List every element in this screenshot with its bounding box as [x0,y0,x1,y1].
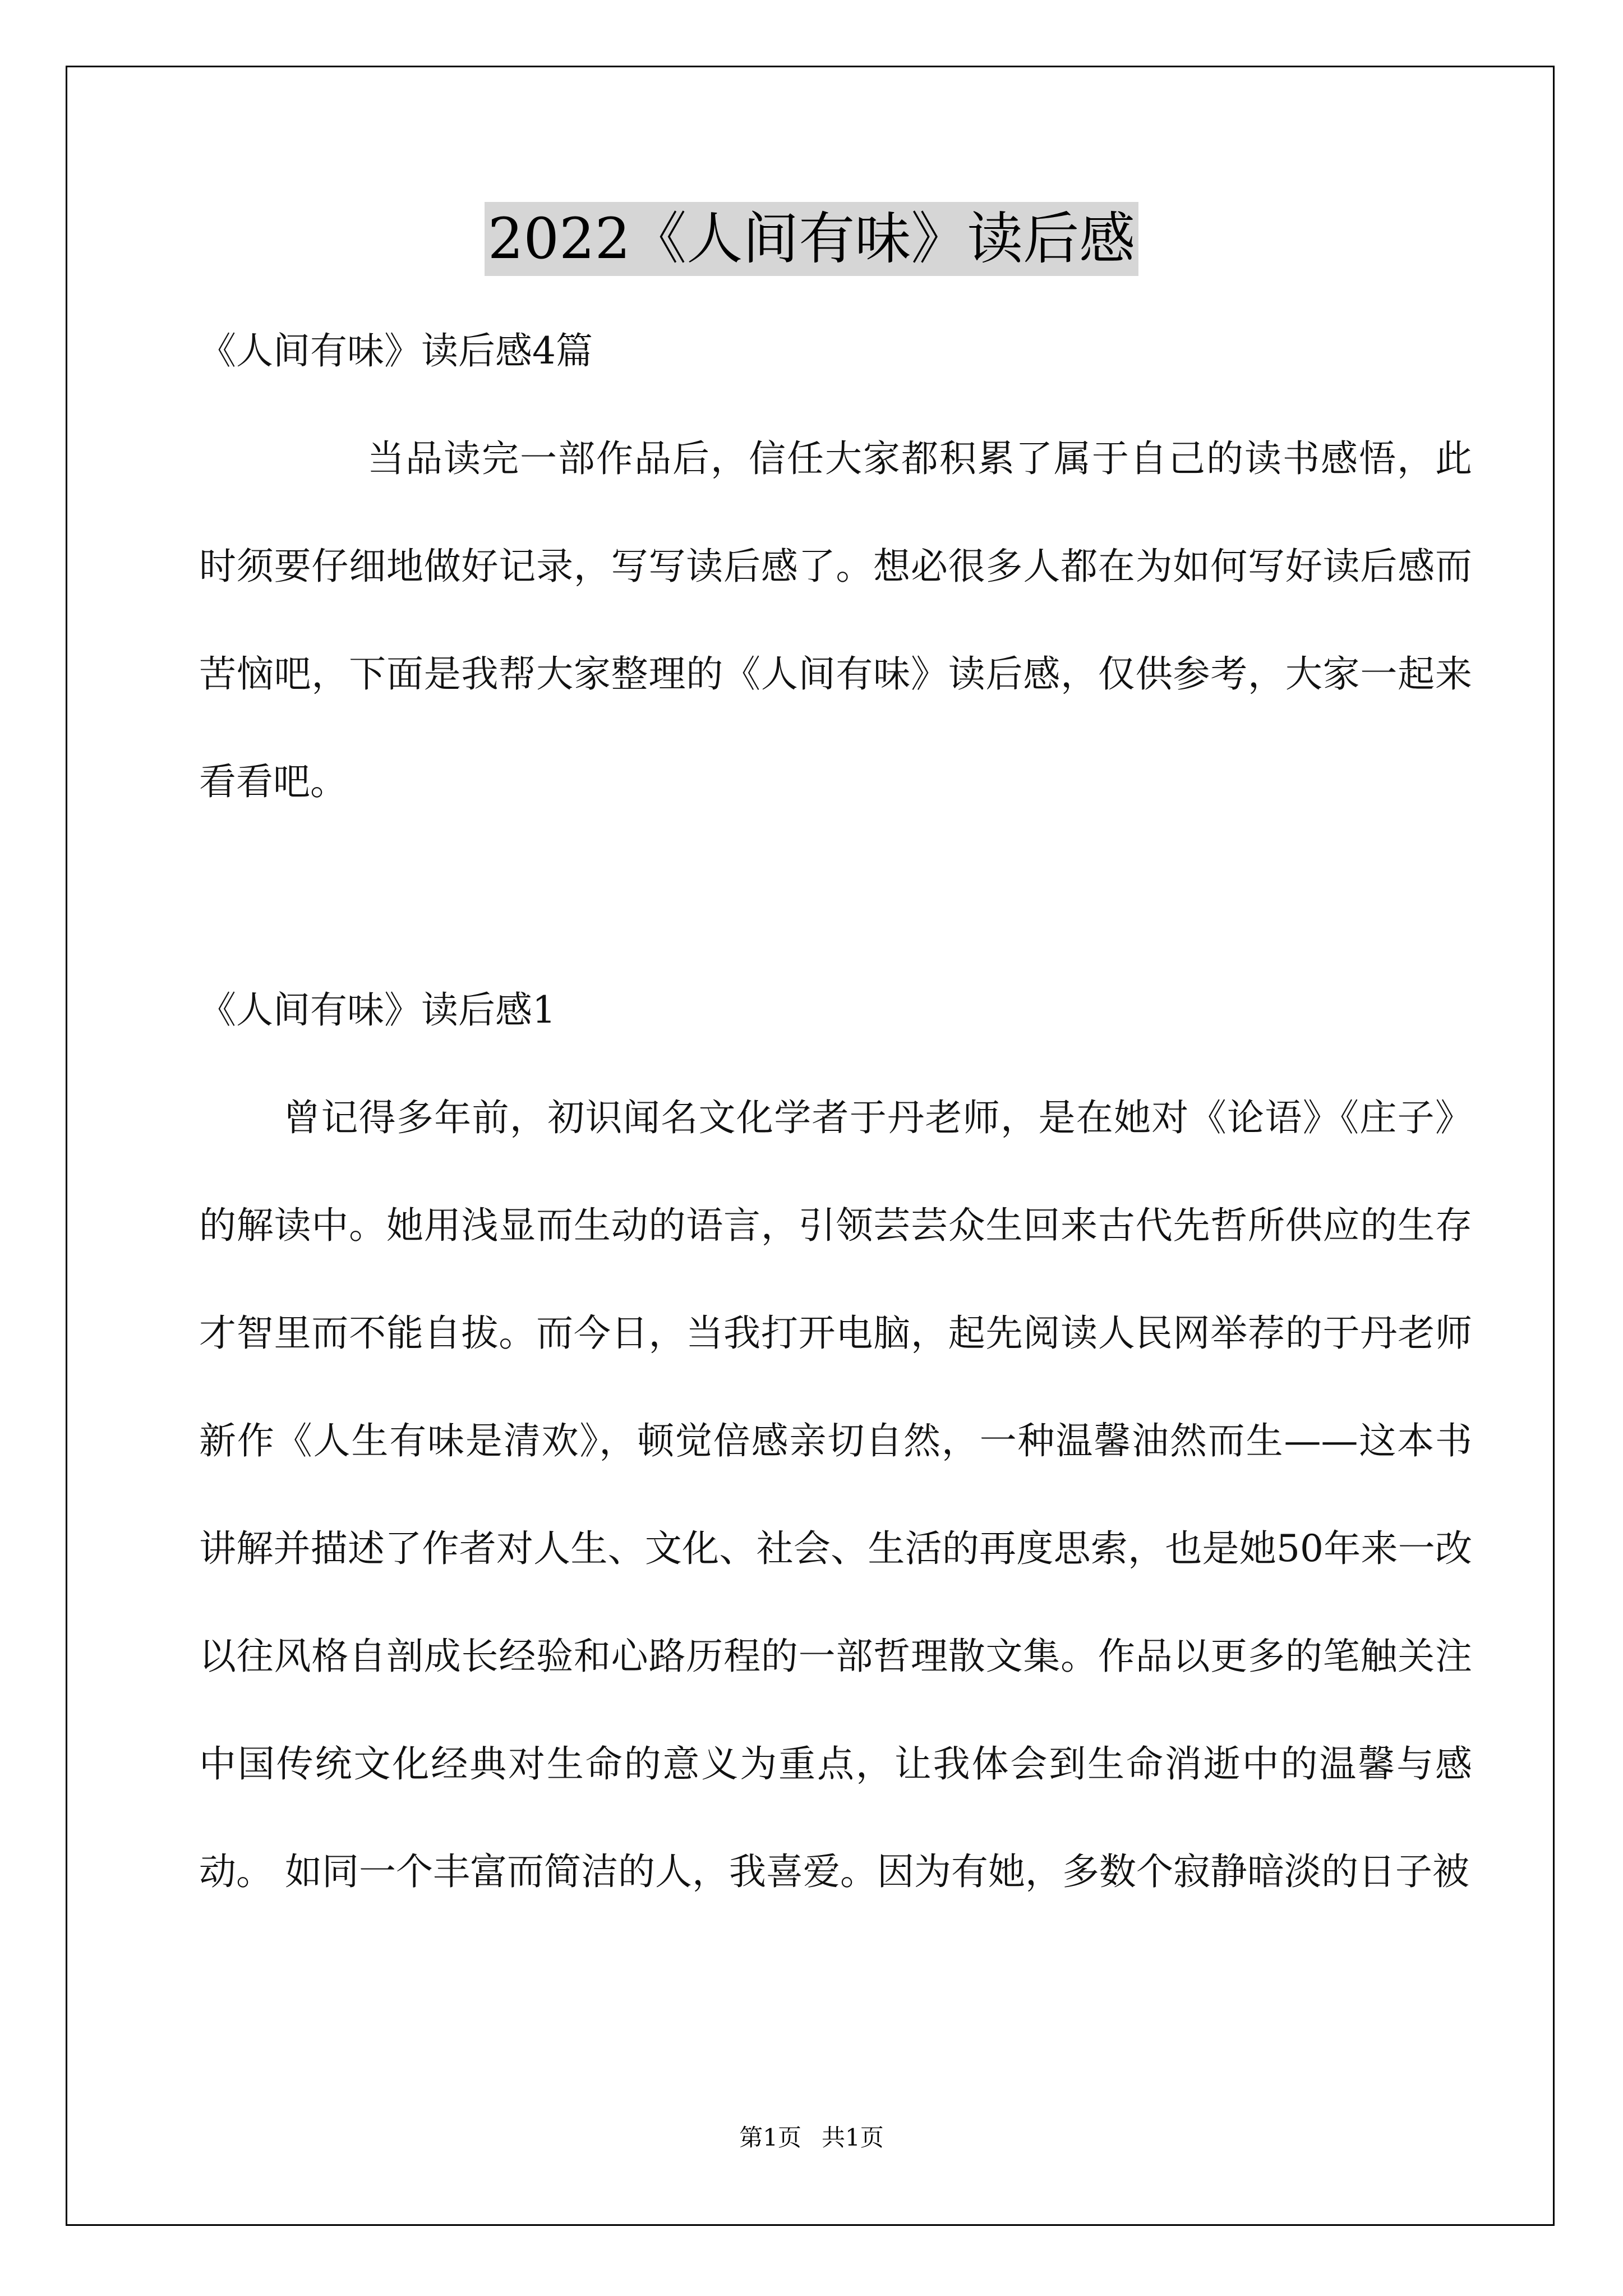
section-heading: 《人间有味》读后感1 [199,988,556,1032]
document-title: 2022《人间有味》读后感 [485,202,1139,276]
title-container [0,202,1623,276]
intro-paragraph: 当品读完一部作品后，信任大家都积累了属于自己的读书感悟，此时须要仔细地做好记录，写写读后感了。想必很多人都在为如何写好读后感而苦恼吧，下面是我帮大家整理的《人间有味》读后感，仅供参考，大家一起来看看吧。 [199,437,1472,803]
body-paragraph: 曾记得多年前，初识闻名文化学者于丹老师，是在她对《论语》《庄子》的解读中。她用浅显而生动的语言，引领芸芸众生回来古代先哲所供应的生存才智里而不能自拔。而今日，当我打开电脑，起先阅读人民网举荐的于丹老师新作《人生有味是清欢》，顿觉倍感亲切自然，一种温馨油然而生——这本书讲解并描述了作者对人生、文化、社会、生活的再度思索，也是她50年来一改以往风格自剖成长经验和心路历程的一部哲理散文集。作品以更多的笔触关注中国传统文化经典对生命的意义为重点，让我体会到生命消逝中的温馨与感动。 如同一个丰富而简洁的人，我喜爱。因为有她，多数个寂静暗淡的日子被 [199,1096,1472,1893]
document-body [199,297,1472,1926]
document-subtitle: 《人间有味》读后感4篇 [199,329,593,372]
page-footer [0,2119,1623,2153]
spacer [199,836,1472,956]
page-number: 第1页 [739,2124,801,2151]
page-total: 共1页 [822,2124,884,2151]
